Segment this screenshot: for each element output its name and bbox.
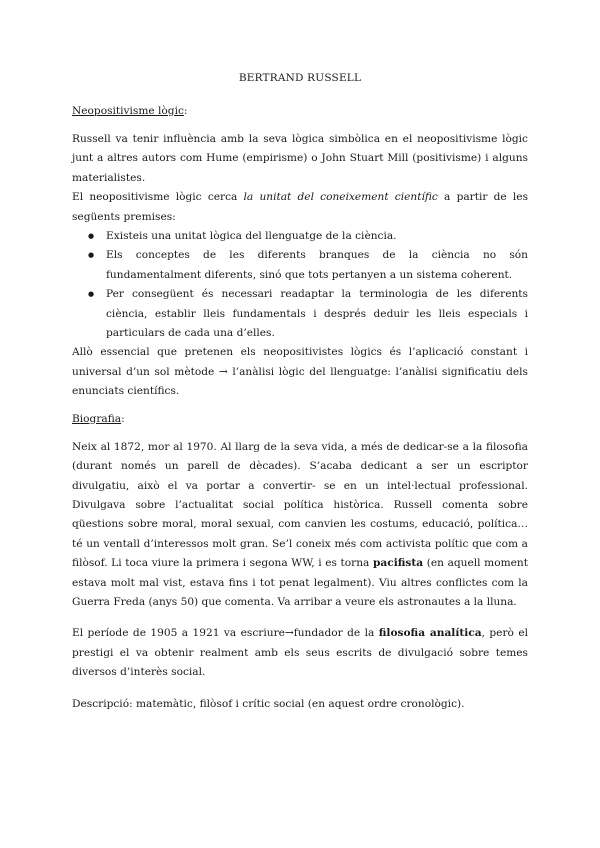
list-item: ● Per consegüent és necessari readaptar la terminologia de les diferents ciència, establir lleis fundamentals i després deduir les lleis especials i particulars de cada una d’elles. (106, 285, 528, 343)
list-item: ● Els conceptes de les diferents branques de la ciència no són fundamentalment diferents, sinó que tots pertanyen a un sistema coherent. (106, 246, 528, 285)
section-heading-neopositivisme (72, 105, 528, 117)
bold-phrase: filosofia analítica (378, 627, 482, 640)
text-run: El neopositivisme lògic cerca (72, 191, 244, 204)
bold-phrase: pacifista (372, 557, 424, 570)
heading-text: Biografia (72, 412, 122, 425)
text-run: , però el prestigi el va obtenir realment amb els seus escrits de divulgació sobre temes diversos d’interès social. (72, 627, 528, 679)
paragraph-influence: Russell va tenir influència amb la seva lògica simbòlica en el neopositivisme lògic junt a altres autors com Hume (empirisme) o John Stuart Mill (positivisme) i alguns materialistes. (72, 133, 528, 184)
text-run: El període de 1905 a 1921 va escriure→fundador de la (72, 627, 379, 640)
paragraph-description: Descripció: matemàtic, filòsof i crític social (en aquest ordre cronològic). (72, 697, 465, 710)
text-run: a partir de les següents premises: (72, 191, 528, 223)
list-item: ● Existeis una unitat lògica del llenguatge de la ciència. (106, 227, 528, 246)
paragraph-essential: Allò essencial que pretenen els neopositivistes lògics és l’aplicació constant i universal d’un sol mètode → l’anàlisi lògic del llenguatge: l’anàlisi significatiu dels enunciats científics. (72, 346, 528, 398)
paragraph-analytic-philosophy (72, 624, 528, 682)
paragraph-premises-intro (72, 188, 528, 227)
page-title: BERTRAND RUSSELL (238, 72, 362, 84)
paragraph-biography (72, 438, 528, 613)
heading-text: Neopositivisme lògic (72, 105, 184, 117)
heading-colon: : (183, 105, 188, 117)
premises-list (72, 227, 528, 343)
section-heading-biografia (72, 413, 528, 425)
heading-colon: : (121, 412, 125, 425)
text-run: (en aquell moment estava molt mal vist, estava fins i tot penat legalment). Viu altres conflictes com la Guerra Freda (anys 50) que comenta. Va arribar a veure els astronautes a la lluna. (72, 557, 528, 608)
italic-phrase: la unitat del coneixement científic (243, 191, 438, 204)
text-run: Neix al 1872, mor al 1970. Al llarg de la seva vida, a més de dedicar-se a la filosofia (durant només un parell de dècades). S’acaba dedicant a ser un escriptor divulgatiu, això el va portar a convertir- se en un intel·lectual professional. Divulgava sobre l’actualitat social política històrica. Russell comenta sobre qüestions sobre moral, moral sexual, com canvien les costums, educació, política… té un ventall d’interessos molt gran. Se’l coneix més com activista polític que com a filòsof. Li toca viure la primera i segona WW, i es torna (72, 440, 528, 570)
